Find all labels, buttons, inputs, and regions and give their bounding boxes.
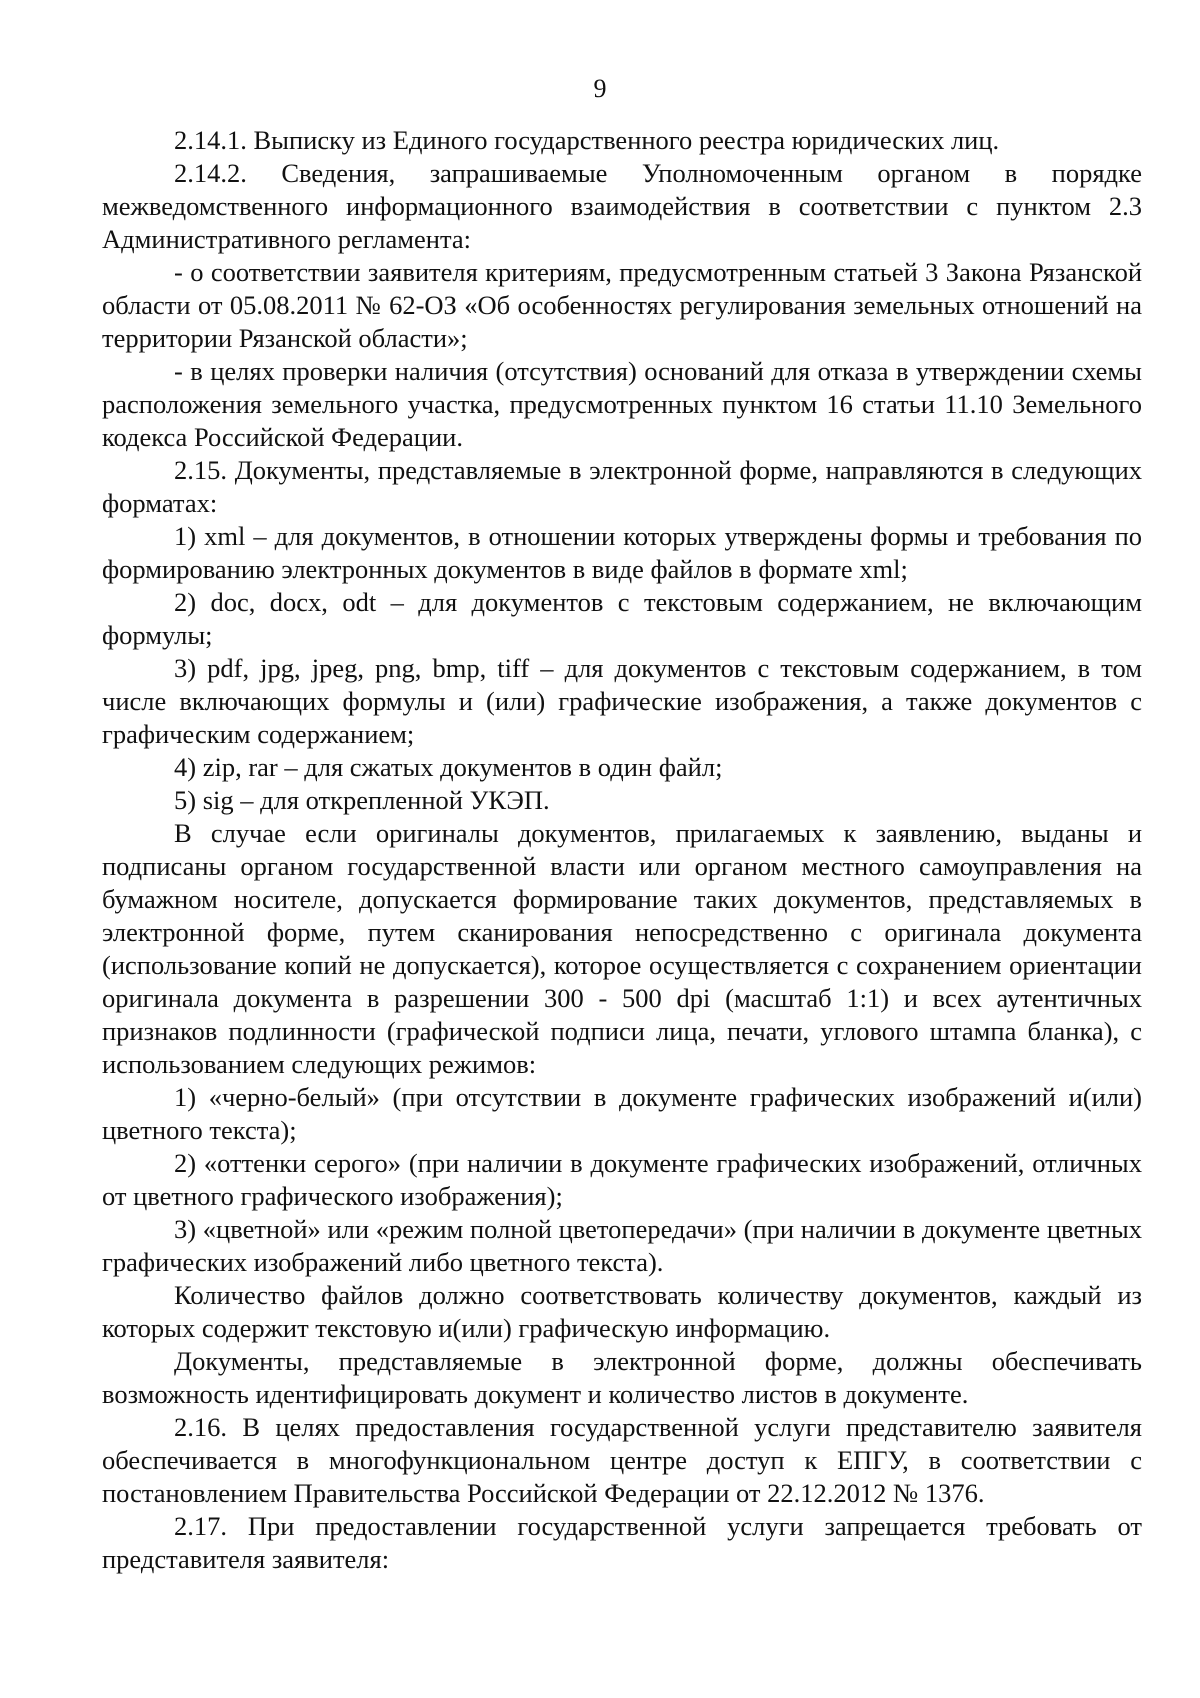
- mode-item-color: 3) «цветной» или «режим полной цветопередачи» (при наличии в документе цветных графических изображений либо цветного текста).: [102, 1214, 1142, 1277]
- format-item-xml: 1) xml – для документов, в отношении которых утверждены формы и требования по формированию электронных документов в виде файлов в формате xml;: [102, 521, 1142, 584]
- paragraph-2-14-2: 2.14.2. Сведения, запрашиваемые Уполномоченным органом в порядке межведомственного информационного взаимодействия в соответствии с пунктом 2.3 Административного регламента:: [102, 158, 1142, 254]
- format-item-zip: 4) zip, rar – для сжатых документов в один файл;: [174, 752, 723, 782]
- page-number: 9: [593, 74, 607, 103]
- mode-item-grayscale: 2) «оттенки серого» (при наличии в документе графических изображений, отличных от цветного графического изображения);: [102, 1148, 1142, 1211]
- paragraph-scanning: В случае если оригиналы документов, прилагаемых к заявлению, выданы и подписаны органом государственной власти или органом местного самоуправления на бумажном носителе, допускается формирование таких документов, представляемых в электронной форме, путем сканирования непосредственно с оригинала документа (использование копий не допускается), которое осуществляется с сохранением ориентации оригинала документа в разрешении 300 - 500 dpi (масштаб 1:1) и всех аутентичных признаков подлинности (графической подписи лица, печати, углового штампа бланка), с использованием следующих режимов:: [102, 818, 1142, 1079]
- list-item-criteria: - о соответствии заявителя критериям, предусмотренным статьей 3 Закона Рязанской области от 05.08.2011 № 62-ОЗ «Об особенностях регулирования земельных отношений на территории Рязанской области»;: [102, 257, 1142, 353]
- format-item-pdf: 3) pdf, jpg, jpeg, png, bmp, tiff – для документов с текстовым содержанием, в том числе включающих формулы и (или) графические изображения, а также документов с графическим содержанием;: [102, 653, 1142, 749]
- list-item-verification: - в целях проверки наличия (отсутствия) оснований для отказа в утверждении схемы расположения земельного участка, предусмотренных пунктом 16 статьи 11.10 Земельного кодекса Российской Федерации.: [102, 356, 1142, 452]
- paragraph-2-14-1: 2.14.1. Выписку из Единого государственного реестра юридических лиц.: [174, 125, 1000, 155]
- paragraph-2-17: 2.17. При предоставлении государственной услуги запрещается требовать от представителя заявителя:: [102, 1511, 1142, 1574]
- paragraph-file-count: Количество файлов должно соответствовать количеству документов, каждый из которых содержит текстовую и(или) графическую информацию.: [102, 1280, 1142, 1343]
- paragraph-2-15: 2.15. Документы, представляемые в электронной форме, направляются в следующих форматах:: [102, 455, 1142, 518]
- mode-item-bw: 1) «черно-белый» (при отсутствии в документе графических изображений и(или) цветного текста);: [102, 1082, 1142, 1145]
- format-item-doc: 2) doc, docx, odt – для документов с текстовым содержанием, не включающим формулы;: [102, 587, 1142, 650]
- format-item-sig: 5) sig – для открепленной УКЭП.: [174, 785, 550, 815]
- paragraph-identification: Документы, представляемые в электронной форме, должны обеспечивать возможность идентифицировать документ и количество листов в документе.: [102, 1346, 1142, 1409]
- paragraph-2-16: 2.16. В целях предоставления государственной услуги представителю заявителя обеспечивается в многофункциональном центре доступ к ЕПГУ, в соответствии с постановлением Правительства Российской Федерации от 22.12.2012 № 1376.: [102, 1412, 1142, 1508]
- document-body: [102, 124, 1142, 1576]
